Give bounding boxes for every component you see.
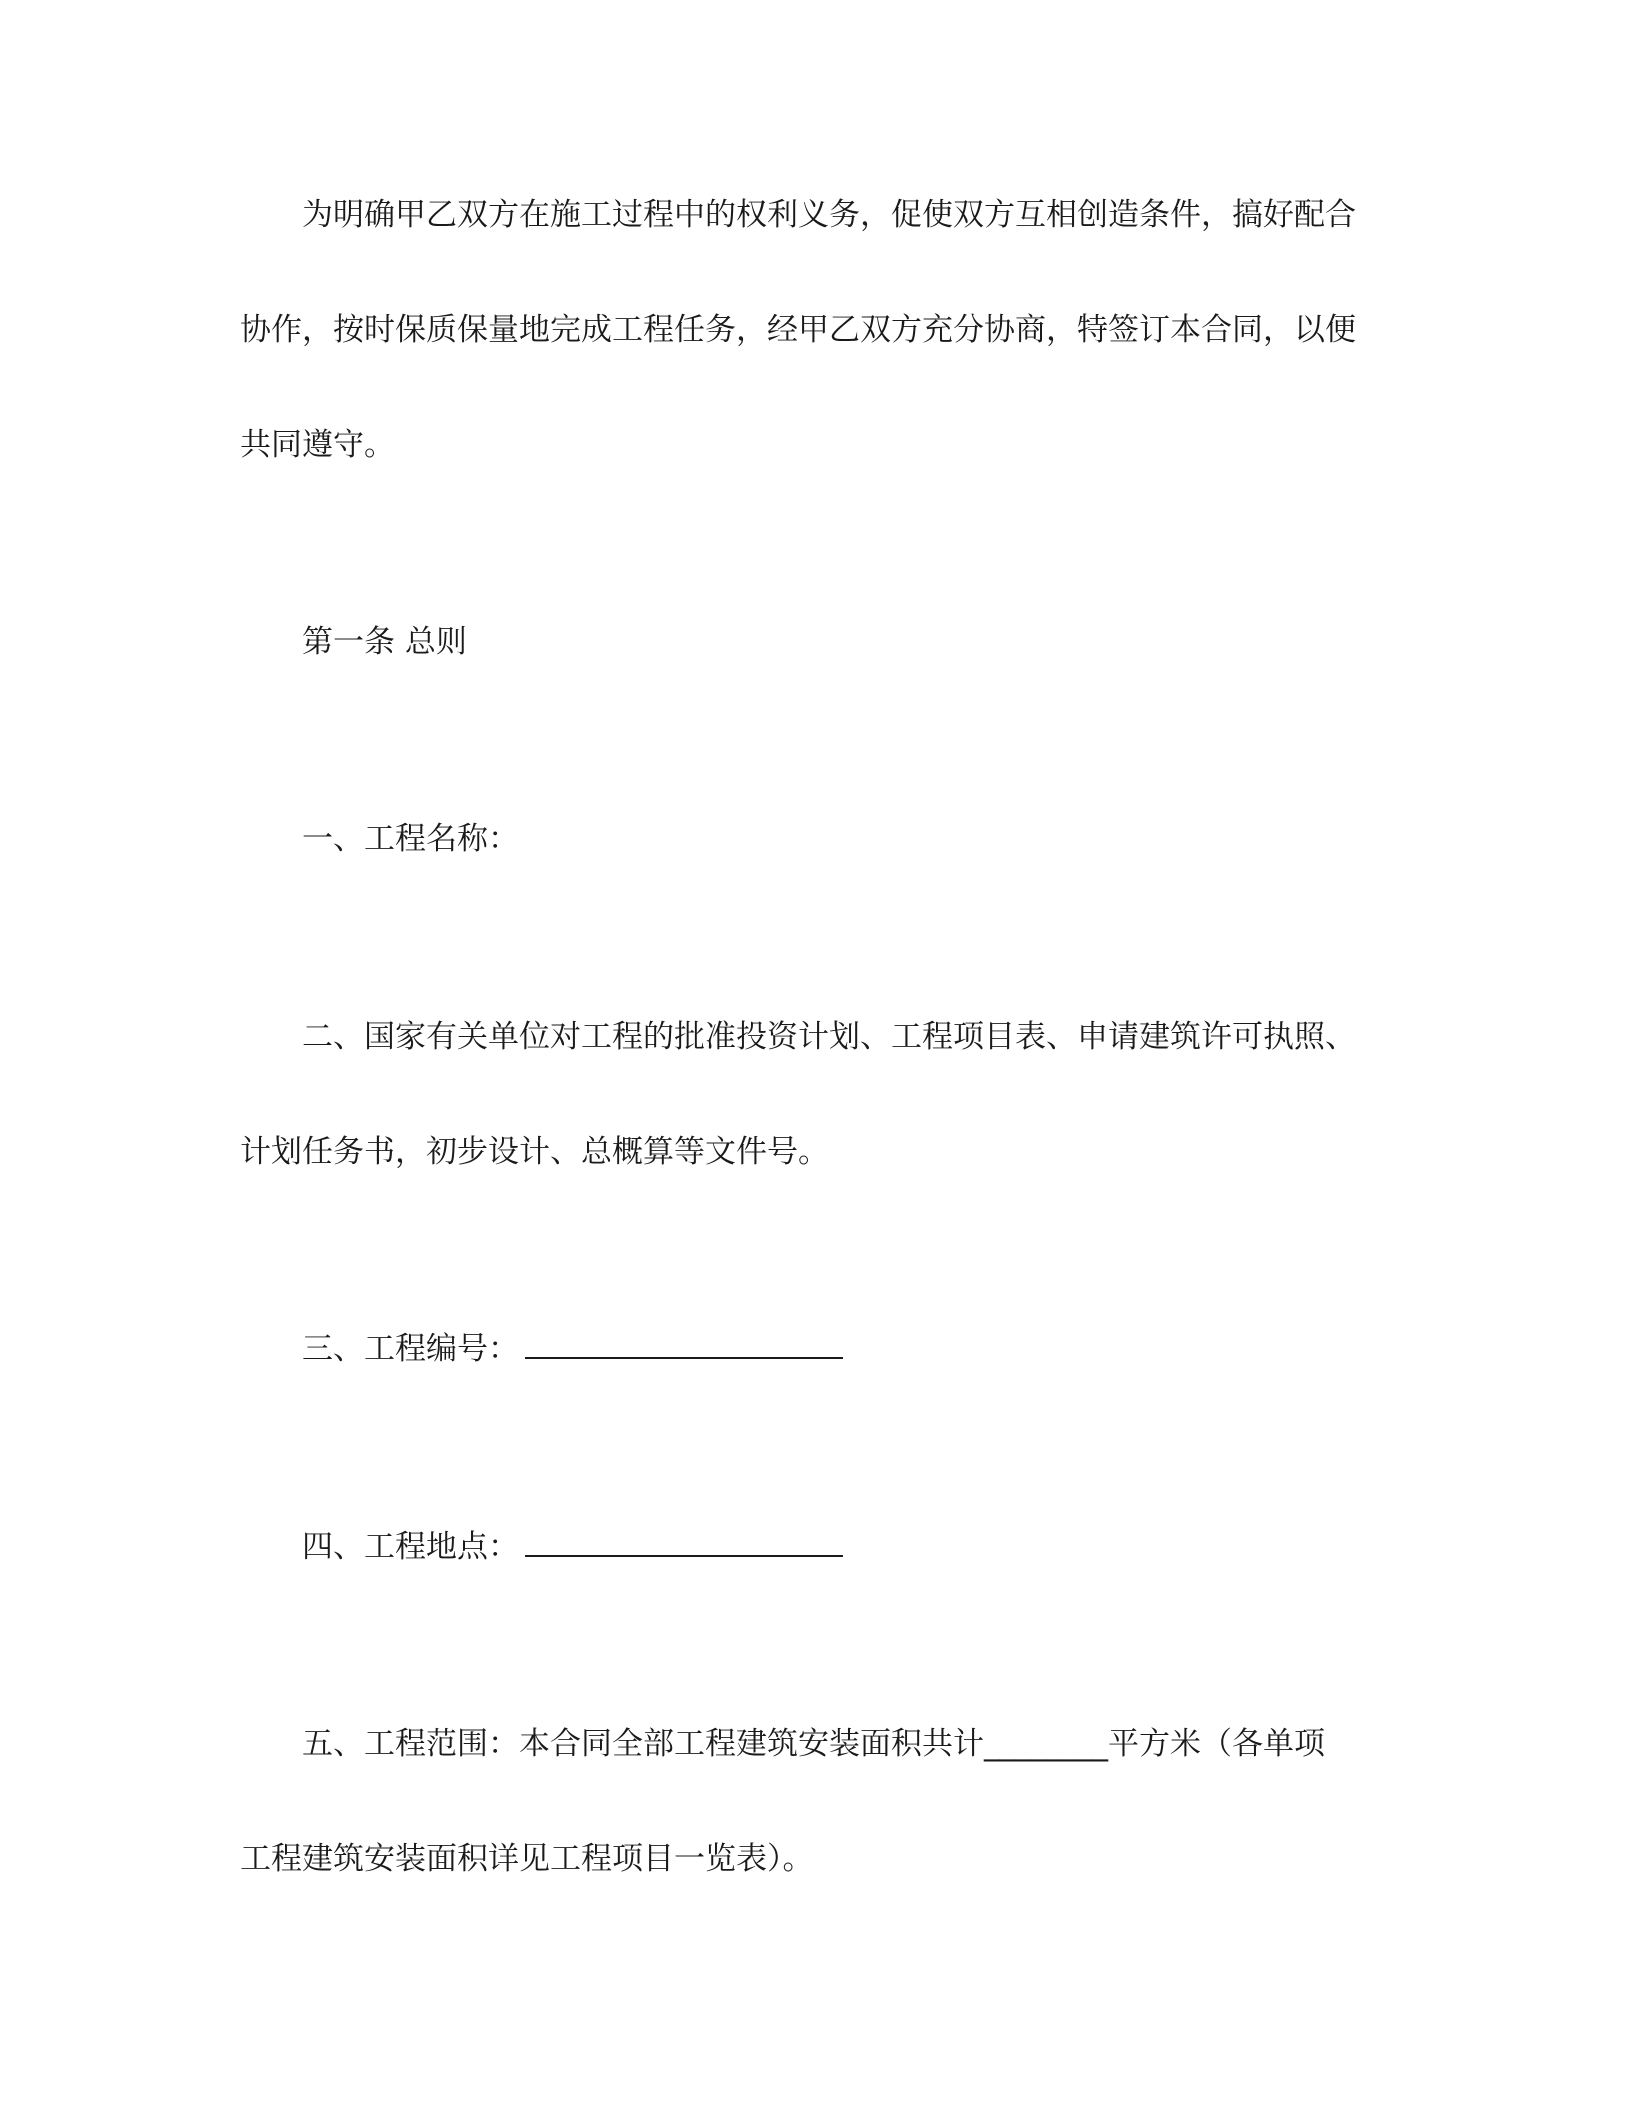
- item-5-line-2: 工程建筑安装面积详见工程项目一览表）。: [240, 1841, 814, 1877]
- item-1-project-name: 一、工程名称：: [302, 821, 519, 857]
- item-2-line-1: 二、国家有关单位对工程的批准投资计划、工程项目表、申请建筑许可执照、: [302, 1019, 1356, 1055]
- item-3-project-number-label: 三、工程编号：: [302, 1331, 519, 1367]
- intro-line-1: 为明确甲乙双方在施工过程中的权利义务，促使双方互相创造条件，搞好配合: [302, 197, 1356, 233]
- item-4-row: [302, 1525, 843, 1569]
- project-number-blank: [525, 1327, 843, 1359]
- project-location-blank: [525, 1525, 843, 1557]
- item-2-line-2: 计划任务书，初步设计、总概算等文件号。: [240, 1134, 829, 1170]
- item-5-line-1: 五、工程范围：本合同全部工程建筑安装面积共计________平方米（各单项: [302, 1726, 1325, 1762]
- article-1-heading: 第一条 总则: [302, 624, 467, 660]
- intro-line-2: 协作，按时保质保量地完成工程任务，经甲乙双方充分协商，特签订本合同，以便: [240, 312, 1356, 348]
- intro-line-3: 共同遵守。: [240, 427, 395, 463]
- item-3-row: [302, 1327, 843, 1371]
- item-4-project-location-label: 四、工程地点：: [302, 1529, 519, 1565]
